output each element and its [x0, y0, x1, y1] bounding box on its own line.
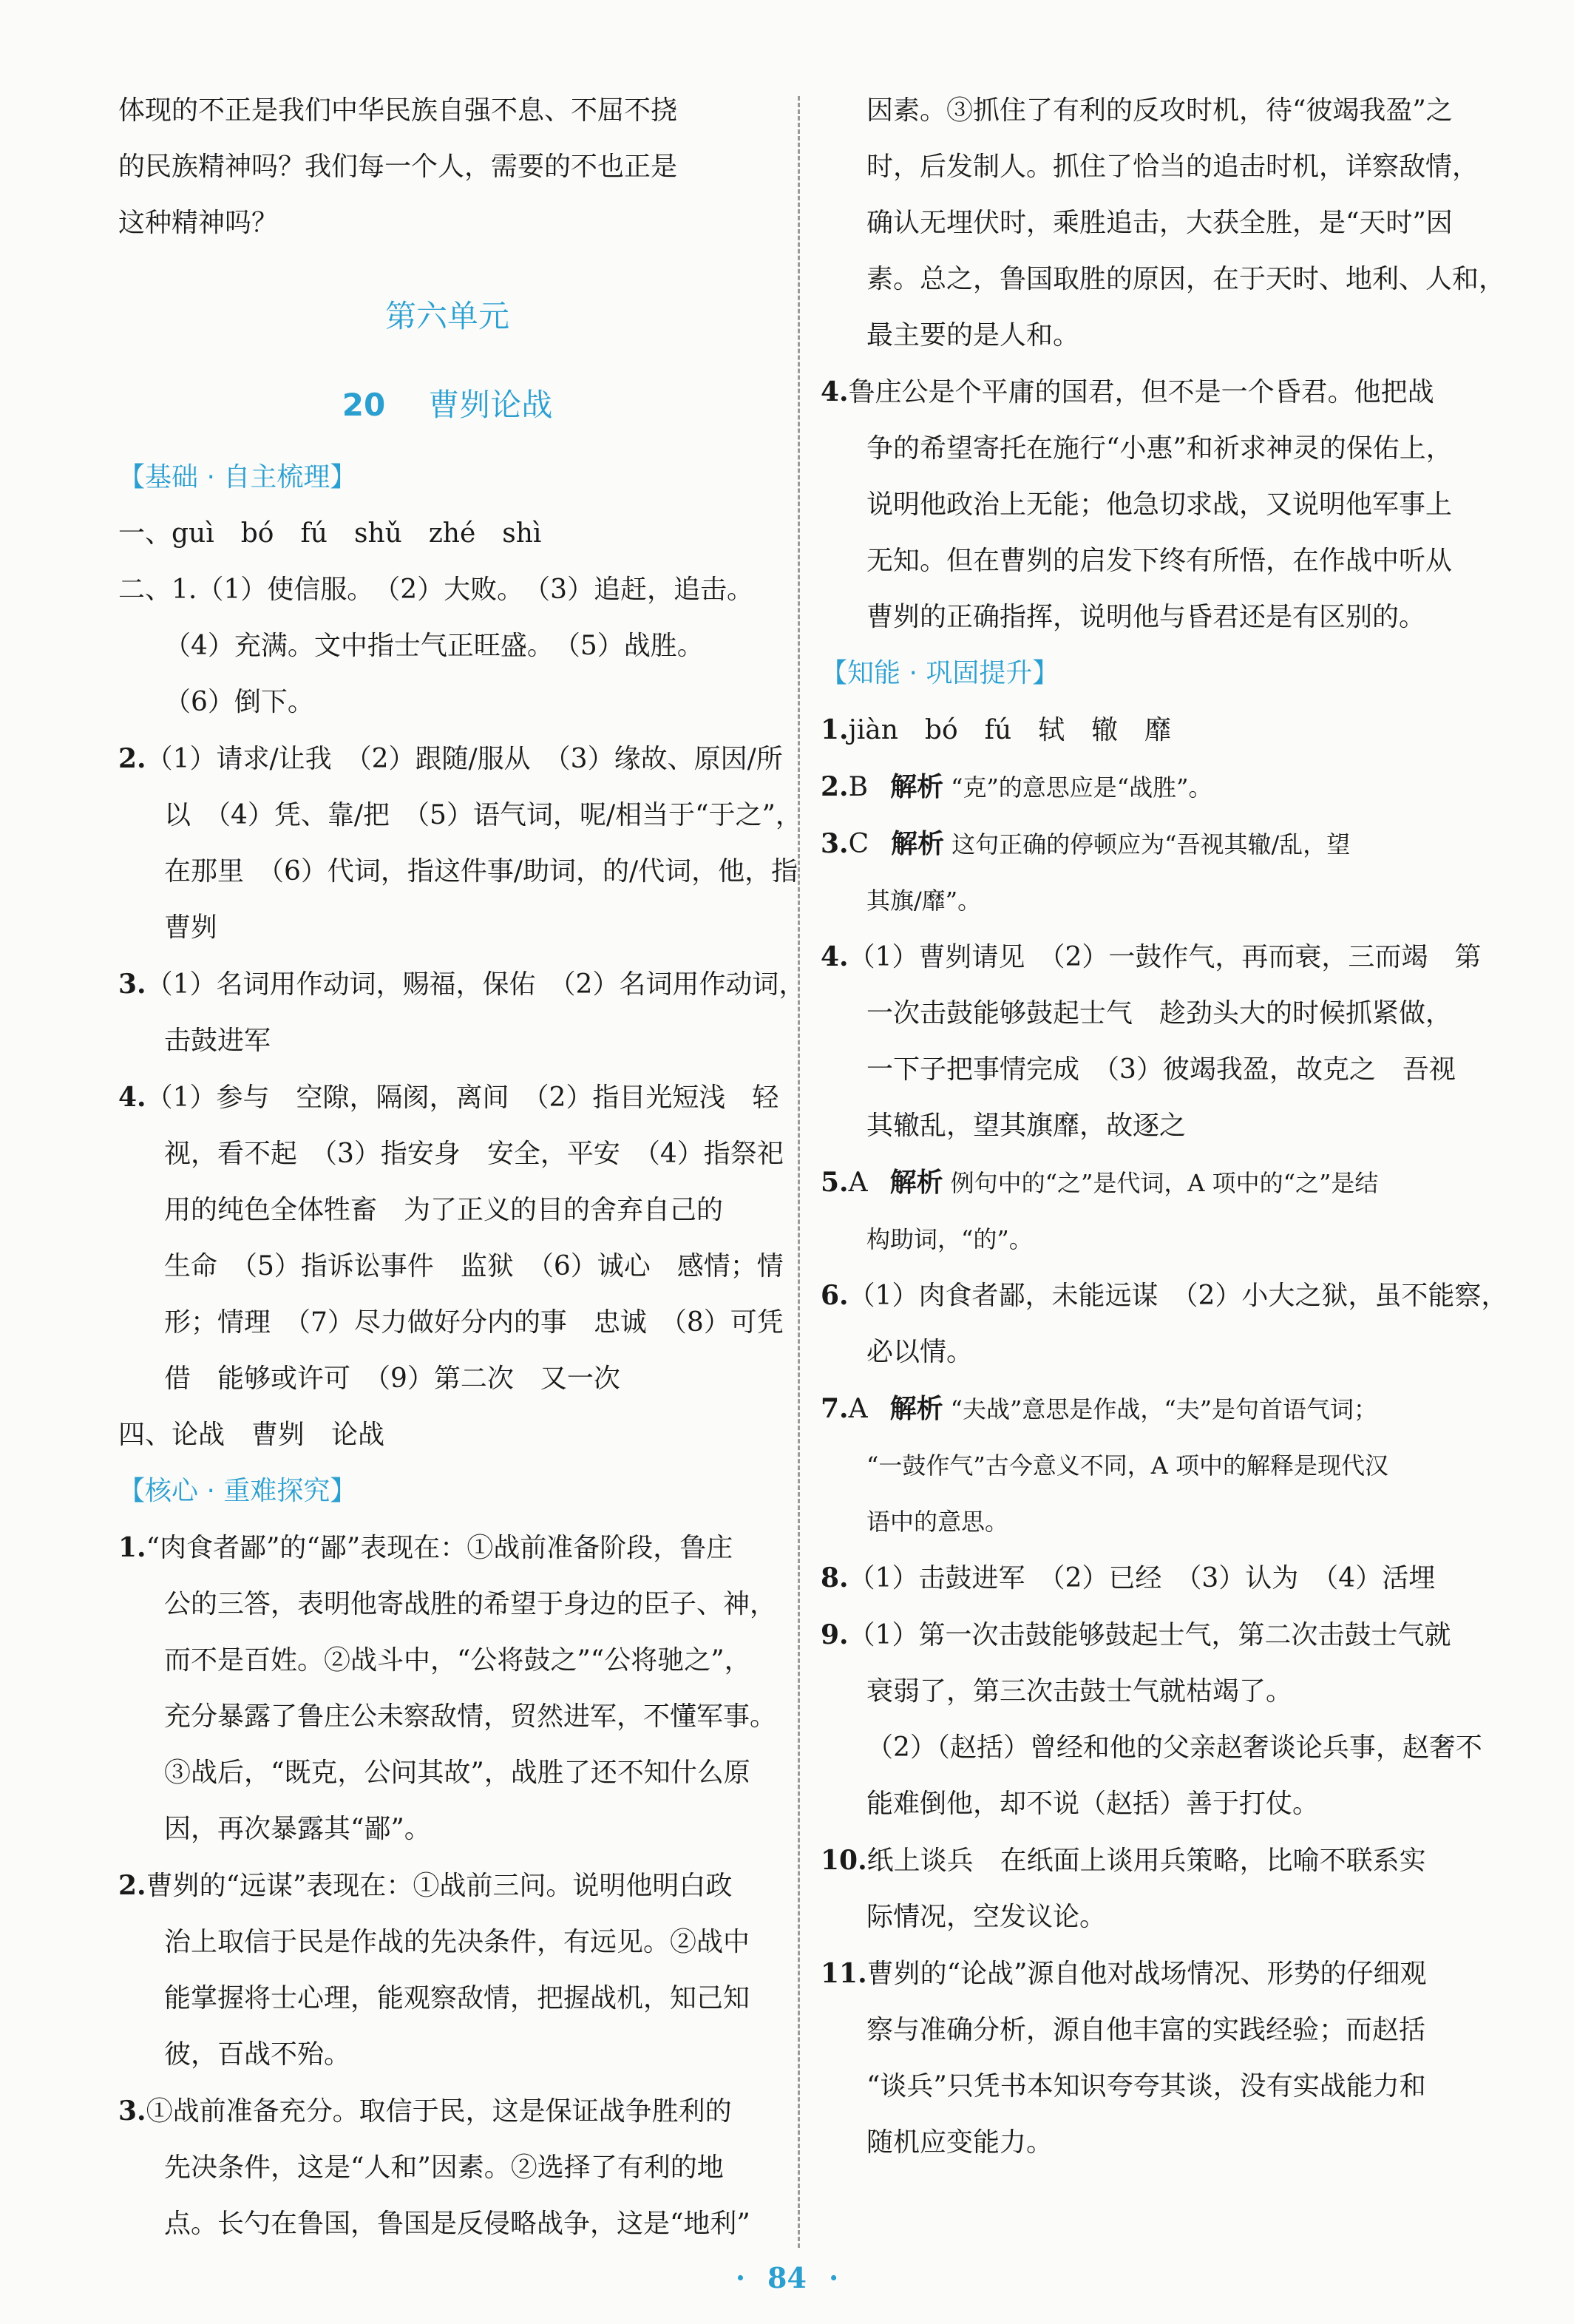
answer-line: 3.①战前准备充分。取信于民，这是保证战争胜利的 — [118, 2096, 732, 2127]
answer-line: 而不是百姓。②战斗中，“公将鼓之”“公将驰之”， — [164, 1645, 751, 1676]
answer-line: 因，再次暴露其“鄙”。 — [164, 1814, 431, 1844]
answer-line: 际情况，空发议论。 — [866, 1902, 1107, 1932]
answer-line: 因素。③抓住了有利的反攻时机，待“彼竭我盈”之 — [866, 95, 1453, 126]
answer-line: ③战后，“既克，公问其故”，战胜了还不知什么原 — [164, 1758, 750, 1788]
answer-line: 4.（1）曹刿请见 （2）一鼓作气，再而衰，三而竭 第 — [821, 941, 1482, 972]
answer-line: “谈兵”只凭书本知识夸夸其谈，没有实战能力和 — [866, 2071, 1426, 2101]
column-divider — [798, 96, 800, 2248]
answer-line: （6）倒下。 — [164, 687, 314, 717]
answer-line: 4.鲁庄公是个平庸的国君，但不是一个昏君。他把战 — [821, 376, 1434, 407]
answer-line: 一下子把事情完成 （3）彼竭我盈，故克之 吾视 — [866, 1054, 1456, 1085]
lesson-heading — [118, 376, 776, 435]
answer-line: 借 能够或许可 （9）第二次 又一次 — [164, 1363, 620, 1394]
section-heading-core: 【核心 · 重难探究】 — [118, 1476, 357, 1506]
answer-line: 1.jiàn bó fú 轼 辙 靡 — [821, 714, 1172, 745]
answer-line: 一次击鼓能够鼓起士气 趁劲头大的时候抓紧做， — [866, 998, 1453, 1029]
answer-line: 一、guì bó fú shǔ zhé shì — [118, 518, 542, 549]
lesson-title: 曹刿论战 — [428, 387, 553, 423]
intro-line: 这种精神吗？ — [118, 208, 279, 238]
answer-line: 视，看不起 （3）指安身 安全，平安 （4）指祭祀 — [164, 1139, 784, 1169]
answer-line: 四、论战 曹刿 论战 — [118, 1420, 385, 1450]
answer-line: 用的纯色全体牲畜 为了正义的目的舍弃自己的 — [164, 1195, 724, 1225]
analysis-label: 解析 — [890, 771, 944, 802]
answer-line: 先决条件，这是“人和”因素。②选择了有利的地 — [164, 2152, 724, 2183]
answer-line: 其辙乱，望其旗靡，故逐之 — [866, 1111, 1187, 1141]
section-heading-basics: 【基础 · 自主梳理】 — [118, 462, 357, 492]
answer-line: 随机应变能力。 — [866, 2127, 1054, 2158]
answer-line: 最主要的是人和。 — [866, 320, 1080, 350]
analysis-label: 解析 — [889, 1167, 943, 1198]
answer-line: 生命 （5）指诉讼事件 监狱 （6）诚心 感情；情 — [164, 1251, 784, 1281]
answer-line: 语中的意思。 — [866, 1508, 1009, 1536]
answer-line: 二、1.（1）使信服。 （2）大败。 （3）追赶，追击。 — [118, 575, 754, 605]
answer-line: 3.C 解析 这句正确的停顿应为“吾视其辙/乱，望 — [821, 828, 1351, 859]
answer-line: 以 （4）凭、靠/把 （5）语气词，呢/相当于“于之”， — [164, 800, 802, 830]
answer-line: 彼，百战不殆。 — [164, 2039, 351, 2070]
analysis-label: 解析 — [891, 828, 945, 859]
answer-line: 充分暴露了鲁庄公未察敌情，贸然进军，不懂军事。 — [164, 1701, 777, 1732]
answer-line: 素。总之，鲁国取胜的原因，在于天时、地利、人和， — [866, 264, 1506, 294]
intro-line: 体现的不正是我们中华民族自强不息、不屈不挠 — [118, 95, 678, 126]
answer-line: 7.A 解析 “夫战”意思是作战，“夫”是句首语气词； — [821, 1393, 1378, 1424]
answer-line: 2.（1）请求/让我 （2）跟随/服从 （3）缘故、原因/所 — [118, 743, 783, 774]
answer-line: 11.曹刿的“论战”源自他对战场情况、形势的仔细观 — [821, 1958, 1427, 1989]
answer-line: （4）充满。文中指士气正旺盛。 （5）战胜。 — [164, 631, 704, 661]
answer-line: 能难倒他，却不说（赵括）善于打仗。 — [866, 1789, 1320, 1819]
answer-line: 察与准确分析，源自他丰富的实践经验；而赵括 — [866, 2015, 1426, 2045]
answer-line: （2）（赵括）曾经和他的父亲赵奢谈论兵事，赵奢不 — [866, 1732, 1482, 1763]
answer-line: 说明他政治上无能；他急切求战，又说明他军事上 — [866, 489, 1453, 520]
answer-line: 8.（1）击鼓进军 （2）已经 （3）认为 （4）活埋 — [821, 1562, 1436, 1593]
answer-line: 其旗/靡”。 — [866, 887, 982, 915]
answer-line: 构助词，“的”。 — [866, 1225, 1033, 1253]
answer-line: 4.（1）参与 空隙，隔阂，离间 （2）指目光短浅 轻 — [118, 1082, 779, 1113]
answer-line: 2.曹刿的“远谋”表现在：①战前三问。说明他明白政 — [118, 1870, 733, 1901]
answer-line: 5.A 解析 例句中的“之”是代词，A 项中的“之”是结 — [821, 1167, 1379, 1198]
answer-line: 击鼓进军 — [164, 1026, 271, 1056]
answer-line: 确认无埋伏时，乘胜追击，大获全胜，是“天时”因 — [866, 208, 1453, 238]
answer-line: 在那里 （6）代词，指这件事/助词，的/代词，他，指 — [164, 856, 798, 887]
answer-line: 必以情。 — [866, 1337, 974, 1367]
answer-line: 曹刿的正确指挥，说明他与昏君还是有区别的。 — [866, 602, 1426, 632]
answer-line: 2.B 解析 “克”的意思应是“战胜”。 — [821, 771, 1212, 802]
lesson-number: 20 — [342, 387, 386, 423]
answer-line: 6.（1）肉食者鄙，未能远谋 （2）小大之狱，虽不能察， — [821, 1280, 1508, 1311]
answer-line: 3.（1）名词用作动词，赐福，保佑 （2）名词用作动词， — [118, 969, 806, 1000]
answer-line: 1.“肉食者鄙”的“鄙”表现在：①战前准备阶段，鲁庄 — [118, 1532, 733, 1563]
left-column — [118, 83, 806, 2252]
answer-line: “一鼓作气”古今意义不同，A 项中的解释是现代汉 — [866, 1451, 1389, 1480]
right-column — [821, 83, 1508, 2171]
answer-line: 时，后发制人。抓住了恰当的追击时机，详察敌情， — [866, 152, 1479, 182]
answer-line: 治上取信于民是作战的先决条件，有远见。②战中 — [164, 1927, 750, 1957]
answer-line: 10.纸上谈兵 在纸面上谈用兵策略，比喻不联系实 — [821, 1845, 1426, 1876]
analysis-label: 解析 — [889, 1393, 943, 1424]
answer-line: 能掌握将士心理，能观察敌情，把握战机，知己知 — [164, 1983, 750, 2013]
unit-title: 第六单元 — [384, 298, 509, 334]
answer-line: 衰弱了，第三次击鼓士气就枯竭了。 — [866, 1676, 1293, 1707]
section-heading-skills: 【知能 · 巩固提升】 — [821, 658, 1059, 688]
answer-line: 争的希望寄托在施行“小惠”和祈求神灵的保佑上， — [866, 433, 1453, 464]
answer-line: 公的三答，表明他寄战胜的希望于身边的臣子、神， — [164, 1589, 777, 1619]
page-number: · 84 · — [735, 2261, 839, 2294]
answer-line: 形；情理 （7）尽力做好分内的事 忠诚 （8）可凭 — [164, 1307, 784, 1338]
answer-line: 曹刿 — [164, 912, 218, 943]
answer-line: 点。长勺在鲁国，鲁国是反侵略战争，这是“地利” — [164, 2209, 750, 2239]
answer-line: 9.（1）第一次击鼓能够鼓起士气，第二次击鼓士气就 — [821, 1619, 1451, 1650]
answer-line: 无知。但在曹刿的启发下终有所悟，在作战中听从 — [866, 546, 1453, 576]
intro-line: 的民族精神吗？我们每一个人，需要的不也正是 — [118, 152, 678, 182]
